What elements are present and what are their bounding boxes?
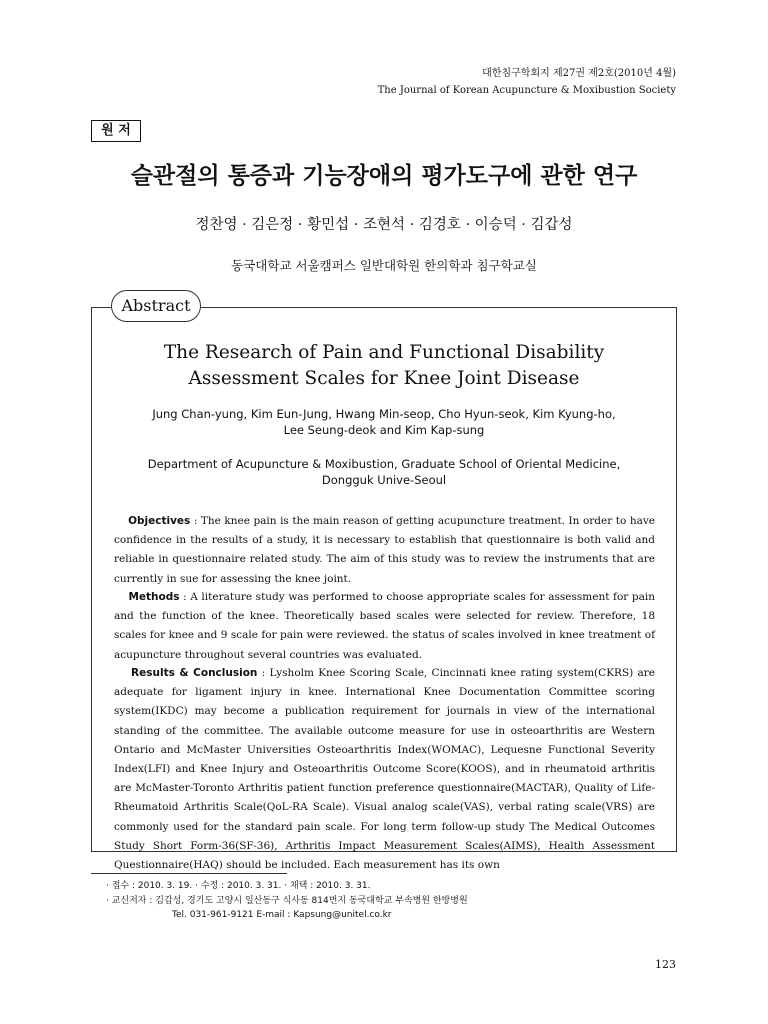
footnote-corresponding-author: · 교신저자 : 김갑성, 경기도 고양시 일산동구 식사동 814번지 동국대학교 부속병원 한방병원 — [106, 896, 468, 906]
english-title-line-1: The Research of Pain and Functional Disability — [163, 342, 605, 363]
english-affiliation — [111, 456, 657, 488]
footnote-divider — [91, 873, 287, 874]
english-authors — [111, 406, 657, 438]
objectives-paragraph — [114, 512, 655, 589]
results-label: Results & Conclusion — [131, 667, 258, 679]
english-title — [91, 340, 677, 392]
korean-title: 슬관절의 통증과 기능장애의 평가도구에 관한 연구 — [130, 163, 638, 189]
footnote-dates: · 접수 : 2010. 3. 19. · 수정 : 2010. 3. 31. · 채택 : 2010. 3. 31. — [106, 881, 371, 891]
journal-header-korean: 대한침구학회지 제27권 제2호(2010년 4월) — [482, 68, 676, 79]
english-affiliation-line-2: Dongguk Unive-Seoul — [321, 473, 447, 487]
korean-affiliation: 동국대학교 서울캠퍼스 일반대학원 한의학과 침구학교실 — [231, 258, 537, 273]
abstract-label: Abstract — [111, 290, 201, 322]
objectives-label: Objectives — [128, 515, 191, 527]
article-type-badge: 원 저 — [91, 120, 141, 142]
english-title-line-2: Assessment Scales for Knee Joint Disease — [188, 368, 580, 389]
methods-paragraph — [114, 588, 655, 665]
objectives-text: : The knee pain is the main reason of getting acupuncture treatment. In order to have confidence in the results of a study, it is necessary to establish that questionnaire is both valid and reliable in questionnaire related study. The aim of this study was to review the instruments that are currently in sue for assessing the knee joint. — [114, 515, 656, 585]
journal-header-english: The Journal of Korean Acupuncture & Moxibustion Society — [377, 85, 676, 96]
methods-label: Methods — [128, 591, 180, 603]
korean-authors: 정찬영 · 김은정 · 황민섭 · 조현석 · 김경호 · 이승덕 · 김갑성 — [195, 217, 573, 233]
results-text: : Lysholm Knee Scoring Scale, Cincinnati knee rating system(CKRS) are adequate for ligament injury in knee. International Knee Documentation Committee scoring system(IKDC) may become a publication requirement for journals in view of the international standing of the committee. The available outcome measure for use in osteoarthritis are Western Ontario and McMaster Universities Osteoarthritis Index(WOMAC), Lequesne Functional Severity Index(LFI) and Knee Injury and Osteoarthritis Outcome Score(KOOS), and in rheumatoid arthritis are McMaster-Toronto Arthritis patient function preference questionnaire(MACTAR), Quality of Life-Rheumatoid Arthritis Scale(QoL-RA Scale). Visual analog scale(VAS), verbal rating scale(VRS) are commonly used for the standard pain scale. For long term follow-up study The Medical Outcomes Study Short Form-36(SF-36), Arthritis Impact Measurement Scales(AIMS), Health Assessment Questionnaire(HAQ) should be included. Each measurement has its own — [114, 667, 655, 872]
footnote-contact: Tel. 031-961-9121 E-mail : Kapsung@unitel.co.kr — [172, 910, 392, 920]
page-number: 123 — [655, 958, 676, 971]
english-affiliation-line-1: Department of Acupuncture & Moxibustion, Graduate School of Oriental Medicine, — [147, 457, 621, 471]
methods-text: : A literature study was performed to choose appropriate scales for assessment for pain and the function of the knee. Theoretically based scales were selected for review. Therefore, 18 scales for knee and 9 scale for pain were reviewed. the status of scales involved in knee treatment of acupuncture throughout several countries was evaluated. — [114, 591, 655, 661]
results-paragraph — [114, 664, 655, 875]
english-authors-line-2: Lee Seung-deok and Kim Kap-sung — [283, 423, 485, 437]
english-authors-line-1: Jung Chan-yung, Kim Eun-Jung, Hwang Min-seop, Cho Hyun-seok, Kim Kyung-ho, — [152, 407, 616, 421]
